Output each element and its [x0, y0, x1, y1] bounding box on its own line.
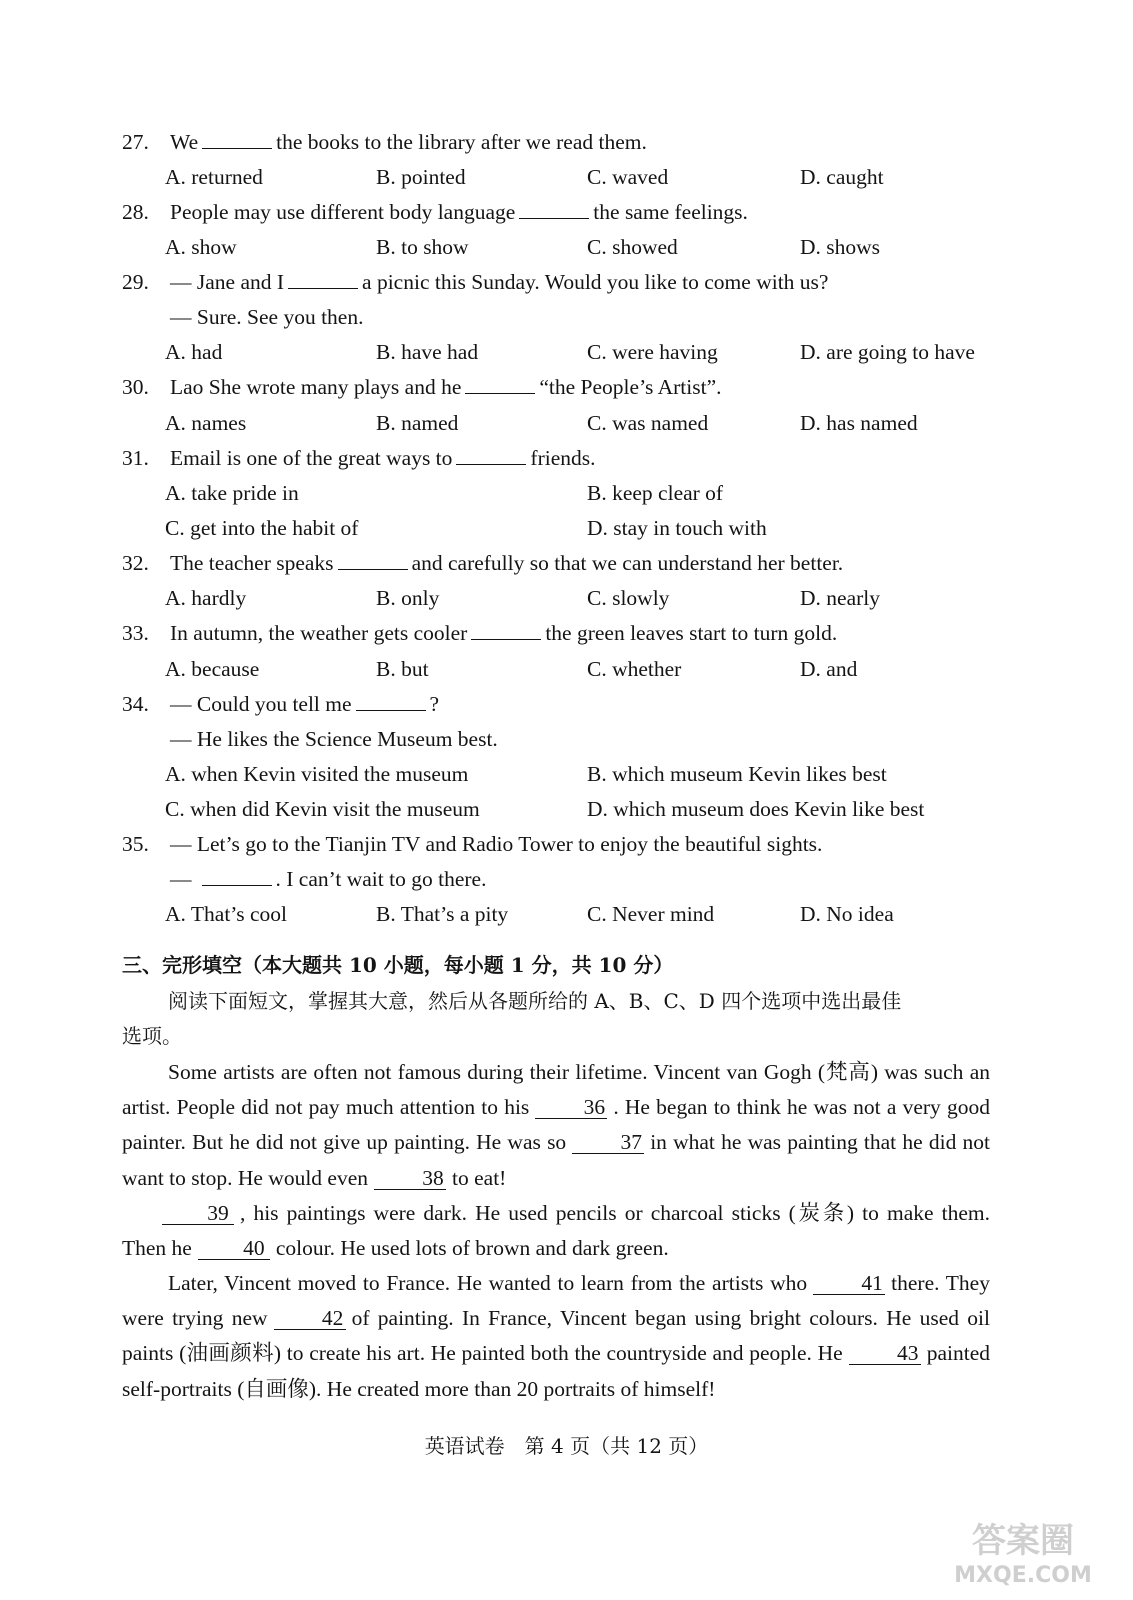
question-stem: the green leaves start to turn gold.: [545, 621, 838, 645]
options-35: [0, 897, 1133, 931]
options-28: [0, 230, 1133, 264]
cloze-blank-42: 42: [274, 1307, 346, 1330]
option-a: A. returned: [165, 165, 263, 189]
option-c: C. showed: [587, 235, 678, 259]
question-35: [0, 827, 1133, 861]
question-stem: and carefully so that we can understand her better.: [411, 551, 844, 575]
instruction-text: 选项。: [122, 1024, 182, 1048]
passage-text: of painting. In France, Vincent began using bright colours. He used oil paints (油画颜料) to create his art. He painted both the countryside and people. He: [122, 1306, 990, 1366]
passage-text: to eat!: [452, 1165, 507, 1190]
passage-text: colour. He used lots of brown and dark green.: [275, 1236, 669, 1261]
dialogue-reply: . I can’t wait to go there.: [275, 867, 487, 891]
options-33: [0, 652, 1133, 686]
question-stem: Lao She wrote many plays and he: [170, 375, 462, 399]
option-d: D. No idea: [800, 902, 894, 926]
cloze-blank-39: 39: [162, 1202, 234, 1225]
passage-paragraph-3: [122, 1266, 990, 1407]
passage-text: , his paintings were dark. He used pencils or charcoal sticks (炭条) to make them. Then he: [122, 1201, 990, 1261]
dialogue-dash: —: [170, 867, 192, 891]
watermark-logo: [943, 1508, 1103, 1588]
option-c: C. waved: [587, 165, 669, 189]
option-c: C. were having: [587, 340, 718, 364]
options-32: [0, 581, 1133, 615]
answer-blank: [471, 617, 541, 640]
watermark-url: MXQE.COM: [954, 1563, 1092, 1588]
dialogue-reply: — He likes the Science Museum best.: [170, 727, 498, 751]
option-d: D. are going to have: [800, 340, 975, 364]
option-c: C. whether: [587, 657, 682, 681]
answer-blank: [456, 442, 526, 465]
question-29: [0, 265, 1133, 299]
option-d: D. shows: [800, 235, 881, 259]
option-b: B. but: [376, 657, 429, 681]
question-34: [0, 687, 1133, 721]
question-stem: — Let’s go to the Tianjin TV and Radio Tower to enjoy the beautiful sights.: [170, 832, 823, 856]
option-a: A. hardly: [165, 586, 247, 610]
option-d: D. stay in touch with: [587, 516, 767, 540]
option-b: B. which museum Kevin likes best: [587, 762, 887, 786]
options-31-ab: [0, 476, 1133, 510]
passage-text: in what he was painting that he did not want to stop. He would even: [122, 1130, 990, 1190]
reply-29: [0, 300, 1133, 334]
option-c: C. get into the habit of: [165, 516, 359, 540]
options-34-cd: [0, 792, 1133, 826]
option-c: C. when did Kevin visit the museum: [165, 797, 480, 821]
option-b: B. to show: [376, 235, 469, 259]
option-a: A. because: [165, 657, 260, 681]
cloze-blank-38: 38: [374, 1167, 446, 1190]
option-a: A. when Kevin visited the museum: [165, 762, 469, 786]
question-stem: — Could you tell me: [170, 692, 352, 716]
cloze-blank-40: 40: [198, 1237, 270, 1260]
question-30: [0, 370, 1133, 404]
option-b: B. That’s a pity: [376, 902, 509, 926]
option-a: A. take pride in: [165, 481, 299, 505]
question-33: [0, 616, 1133, 650]
watermark-text: 答案圈: [972, 1521, 1074, 1561]
cloze-blank-36: 36: [535, 1096, 607, 1119]
question-28: [0, 195, 1133, 229]
section-instructions-cont: [0, 1019, 1133, 1053]
option-a: A. That’s cool: [165, 902, 288, 926]
reply-34: [0, 722, 1133, 756]
section-title: 三、完形填空（本大题共 10 小题，每小题 1 分，共 10 分）: [122, 953, 674, 977]
question-stem: — Jane and I: [170, 270, 285, 294]
option-b: B. only: [376, 586, 440, 610]
question-32: [0, 546, 1133, 580]
reply-35: [0, 862, 1133, 896]
options-34-ab: [0, 757, 1133, 791]
question-number: 29.: [122, 270, 149, 294]
passage-text: Later, Vincent moved to France. He wanted to learn from the artists who: [168, 1271, 808, 1295]
cloze-blank-37: 37: [572, 1131, 644, 1154]
question-stem: the books to the library after we read them.: [276, 130, 647, 154]
question-31: [0, 441, 1133, 475]
passage-paragraph-1: [122, 1055, 990, 1196]
options-27: [0, 160, 1133, 194]
option-b: B. named: [376, 411, 459, 435]
section-heading: [0, 948, 1133, 982]
cloze-blank-41: 41: [813, 1272, 885, 1295]
option-d: D. has named: [800, 411, 918, 435]
option-b: B. keep clear of: [587, 481, 724, 505]
option-d: D. caught: [800, 165, 884, 189]
question-number: 32.: [122, 551, 149, 575]
question-number: 35.: [122, 832, 149, 856]
option-d: D. which museum does Kevin like best: [587, 797, 925, 821]
question-number: 31.: [122, 446, 149, 470]
question-stem: ?: [429, 692, 440, 716]
answer-blank: [202, 126, 272, 149]
question-stem: “the People’s Artist”.: [539, 375, 722, 399]
option-d: D. nearly: [800, 586, 880, 610]
option-a: A. show: [165, 235, 237, 259]
question-stem: a picnic this Sunday. Would you like to come with us?: [362, 270, 829, 294]
answer-blank: [356, 688, 426, 711]
question-stem: friends.: [530, 446, 596, 470]
options-31-cd: [0, 511, 1133, 545]
question-number: 34.: [122, 692, 149, 716]
question-number: 27.: [122, 130, 149, 154]
option-b: B. have had: [376, 340, 479, 364]
option-c: C. was named: [587, 411, 709, 435]
option-a: A. names: [165, 411, 247, 435]
question-stem: People may use different body language: [170, 200, 516, 224]
options-30: [0, 406, 1133, 440]
page-footer: 英语试卷 第 4 页（共 12 页）: [424, 1434, 709, 1458]
section-instructions: [0, 984, 1133, 1018]
option-d: D. and: [800, 657, 858, 681]
passage-text: . He began to think he was not a very good painter. But he did not give up painting. He was so: [122, 1095, 990, 1155]
answer-blank: [202, 863, 272, 886]
passage-text: Some artists are often not famous during their lifetime. Vincent van Gogh (梵高) was such an artist. People did not pay much attention to his: [122, 1060, 990, 1120]
option-a: A. had: [165, 340, 223, 364]
question-stem: The teacher speaks: [170, 551, 334, 575]
question-stem: In autumn, the weather gets cooler: [170, 621, 468, 645]
question-27: [0, 125, 1133, 159]
question-number: 28.: [122, 200, 149, 224]
question-number: 30.: [122, 375, 149, 399]
question-number: 33.: [122, 621, 149, 645]
answer-blank: [519, 196, 589, 219]
question-stem: We: [170, 130, 199, 154]
options-29: [0, 335, 1133, 369]
answer-blank: [288, 266, 358, 289]
cloze-blank-43: 43: [849, 1342, 921, 1365]
answer-blank: [338, 547, 408, 570]
passage-paragraph-2: [122, 1196, 990, 1266]
instruction-text: 阅读下面短文，掌握其大意，然后从各题所给的 A、B、C、D 四个选项中选出最佳: [168, 989, 902, 1013]
passage-text: there. They were trying new: [122, 1271, 990, 1331]
question-stem: Email is one of the great ways to: [170, 446, 453, 470]
option-c: C. Never mind: [587, 902, 715, 926]
option-c: C. slowly: [587, 586, 670, 610]
dialogue-reply: — Sure. See you then.: [170, 305, 364, 329]
answer-blank: [465, 371, 535, 394]
question-stem: the same feelings.: [593, 200, 748, 224]
option-b: B. pointed: [376, 165, 466, 189]
passage-text: painted self-portraits (自画像). He created more than 20 portraits of himself!: [122, 1341, 990, 1401]
